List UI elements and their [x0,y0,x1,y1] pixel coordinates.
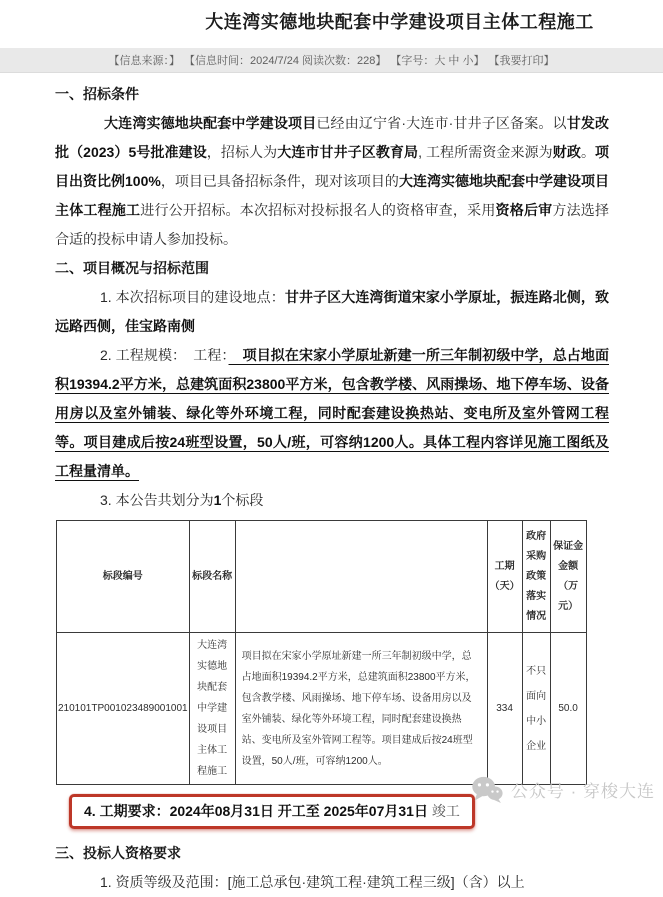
section1-paragraph: 大连湾实德地块配套中学建设项目已经由辽宁省·大连市·甘井子区备案。以甘发改批（2023）5号批准建设，招标人为大连市甘井子区教育局, 工程所需资金来源为财政。项目出资比例100%，项目已具备招标条件，现对该项目的大连湾实德地块配套中学建设项目主体工程施工进行公开招标。本次招标对投标报名人的资格审查，采用资格后审方法选择合适的投标申请人参加投标。 [55,115,610,247]
cell-lot-code: 210101TP001023489001001 [57,633,190,785]
item-qualification: 1. 资质等级及范围：[施工总承包·建筑工程·建筑工程三级]（含）以上 [100,874,525,890]
col-header-duration: 工期（天） [487,521,522,633]
cell-policy: 不只面向中小企业 [522,633,550,785]
font-size-switcher[interactable]: 【字号：大 中 小】 [390,55,485,67]
cell-duration: 334 [487,633,522,785]
watermark-text: 公众号 · 穿梭大连 [510,782,655,801]
wechat-icon [471,776,503,803]
section3-heading: 三、投标人资格要求 [55,845,181,861]
col-header-lot-name: 标段名称 [189,521,235,633]
table-row [57,633,587,785]
watermark [471,776,655,803]
print-button[interactable]: 【我要打印】 [488,55,555,67]
col-header-policy: 政府采购政策落实情况 [522,521,550,633]
item-lot-count: 3. 本公告共划分为1个标段 [100,492,264,508]
bid-section-table [56,520,587,785]
cell-lot-desc: 项目拟在宋家小学原址新建一所三年制初级中学，总占地面积19394.2平方米，总建筑面积23800平方米，包含教学楼、风雨操场、地下停车场、设备用房以及室外铺装、绿化等外环境工程，同时配套建设换热站、变电所及室外管网工程等。项目建成后按24班型设置，50人/班，可容纳1200人。 [235,633,487,785]
table-header-row [57,521,587,633]
info-bar [0,48,663,73]
item-construction-site: 1. 本次招标项目的建设地点：甘井子区大连湾街道宋家小学原址，振连路北侧，致远路西侧，佳宝路南侧 [55,289,609,334]
cell-lot-name: 大连湾实德地块配套中学建设项目主体工程施工 [189,633,235,785]
col-header-lot-code: 标段编号 [57,521,190,633]
info-source: 【信息来源：】 [108,55,180,67]
cell-deposit: 50.0 [550,633,586,785]
section1-heading: 一、招标条件 [55,86,139,102]
schedule-requirement-highlight: 4. 工期要求：2024年08月31日 开工至 2025年07月31日 竣工 [69,794,475,829]
item-project-scale: 2. 工程规模： 工程： 项目拟在宋家小学原址新建一所三年制初级中学，总占地面积19394.2平方米，总建筑面积23800平方米，包含教学楼、风雨操场、地下停车场、设备用房以及室外铺装、绿化等外环境工程，同时配套建设换热站、变电所及室外管网工程等。项目建成后按24班型设置，50人/班，可容纳1200人。具体工程内容详见施工图纸及工程量清单。 [55,347,609,479]
page-title: 大连湾实德地块配套中学建设项目主体工程施工 [205,12,594,32]
section2-heading: 二、项目概况与招标范围 [55,260,209,276]
document-body [55,80,609,897]
col-header-deposit: 保证金金额（万元） [550,521,586,633]
col-header-lot-desc [235,521,487,633]
info-time: 【信息时间：2024/7/24 阅读次数：228】 [184,55,387,67]
